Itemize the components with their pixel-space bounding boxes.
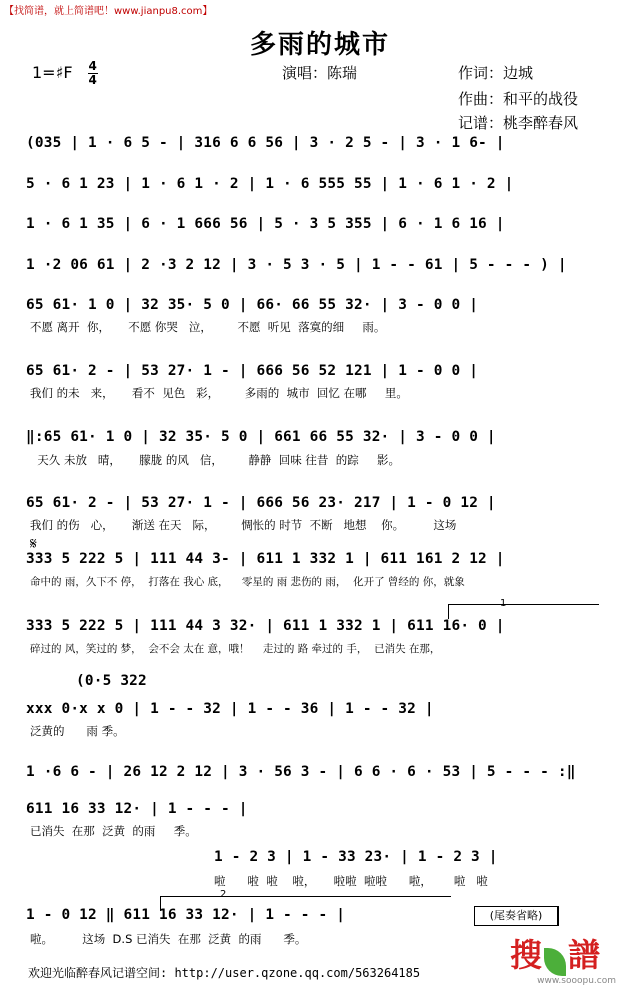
score-line-15: 1 - 2 3 | 1 - 33 23· | 1 - 2 3 |: [214, 849, 498, 865]
singer: 演唱：陈瑞: [282, 64, 358, 82]
lyric-line-14: 已消失 在那 泛黄 的雨 季。: [30, 824, 197, 838]
time-sig-top: 4: [88, 59, 97, 73]
score-line-10: 333 5 222 5 | 111 44 3 32· | 611 1 332 1 | 611 16· 0 |: [26, 618, 505, 634]
lyric-line-16: 啦。 这场 D.S 已消失 在那 泛黄 的雨 季。: [30, 932, 307, 946]
score-line-12: xxx 0·x x 0 | 1 - - 32 | 1 - - 36 | 1 - - 32 |: [26, 701, 434, 717]
score-line-2: 5 · 6 1 23 | 1 · 6 1 · 2 | 1 · 6 555 55 | 1 · 6 1 · 2 |: [26, 176, 514, 192]
transcriber: 记谱：桃李醉春风: [458, 114, 579, 132]
lyric-line-5: 不愿 离开 你， 不愿 你哭 泣， 不愿 听见 落寞的细 雨。: [30, 320, 386, 334]
footer-credit: 欢迎光临醉春风记谱空间: http://user.qzone.qq.com/563264185: [28, 966, 421, 980]
logo-text-right: 譜: [568, 936, 601, 974]
time-signature: [88, 60, 98, 87]
score-line-5: 65 61· 1 0 | 32 35· 5 0 | 66· 66 55 32· | 3 - 0 0 |: [26, 297, 479, 313]
lyric-line-15: 啦 啦 啦 啦， 啦啦 啦啦 啦， 啦 啦: [214, 874, 488, 888]
source-banner: 【找简谱，就上简谱吧！www.jianpu8.com】: [4, 6, 213, 17]
segno-mark: 𝄋: [30, 534, 37, 553]
score-line-8: 65 61· 2 - | 53 27· 1 - | 666 56 23· 217 | 1 - 0 12 |: [26, 495, 496, 511]
score-line-11: (0·5 322: [76, 673, 147, 689]
score-line-1: (035 | 1 · 6 5 - | 316 6 6 56 | 3 · 2 5 - | 3 · 1 6- |: [26, 135, 505, 151]
lyric-line-6: 我们 的未 来， 看不 见色 彩， 多雨的 城市 回忆 在哪 里。: [30, 386, 408, 400]
score-line-13: 1 ·6 6 - | 26 12 2 12 | 3 · 56 3 - | 6 6 · 6 · 53 | 5 - - - :‖: [26, 764, 576, 780]
lyric-line-7: 天久 未放 晴， 朦胧 的风 信， 静静 回味 往昔 的踪 影。: [30, 453, 400, 467]
song-title: 多雨的城市: [249, 30, 390, 60]
score-line-4: 1 ·2 06 61 | 2 ·3 2 12 | 3 · 5 3 · 5 | 1 - - 61 | 5 - - - ) |: [26, 257, 567, 273]
leaf-icon: [544, 948, 566, 976]
lyric-line-12: 泛黄的 雨 季。: [30, 724, 125, 738]
sooopu-logo[interactable]: [510, 930, 620, 988]
key-signature: [32, 60, 98, 87]
lyric-line-9: 命中的 雨，久下不 停， 打落在 我心 底， 零星的 雨 悲伤的 雨， 化开了 曾经的 你，就象: [30, 576, 465, 588]
logo-url: www.sooopu.com: [537, 976, 616, 986]
score-line-7: ‖:65 61· 1 0 | 32 35· 5 0 | 661 66 55 32· | 3 - 0 0 |: [26, 429, 496, 445]
logo-text-left: 搜: [510, 936, 543, 974]
composer: 作曲：和平的战役: [458, 90, 579, 108]
lyric-line-10: 碎过的 风，笑过的 梦， 会不会 太在 意，哦！ 走过的 路 牵过的 手， 已消失 在那，: [30, 643, 441, 655]
lyricist: 作词：边城: [458, 64, 534, 82]
first-ending-number: 1: [500, 598, 507, 609]
outro-omitted-box: (尾奏省略): [474, 906, 559, 926]
score-line-9: 333 5 222 5 | 111 44 3- | 611 1 332 1 | 611 161 2 12 |: [26, 551, 505, 567]
score-line-3: 1 · 6 1 35 | 6 · 1 666 56 | 5 · 3 5 355 | 6 · 1 6 16 |: [26, 216, 505, 232]
second-ending-number: 2: [220, 889, 227, 900]
lyric-line-8: 我们 的伤 心， 渐送 在天 际， 惆怅的 时节 不断 地想 你。 这场: [30, 518, 457, 532]
time-sig-bottom: 4: [88, 73, 97, 87]
score-line-16: 1 - 0 12 ‖ 611 16 33 12· | 1 - - - |: [26, 907, 346, 923]
key-label: 1=♯F: [32, 63, 73, 82]
score-line-6: 65 61· 2 - | 53 27· 1 - | 666 56 52 121 | 1 - 0 0 |: [26, 363, 479, 379]
score-line-14: 611 16 33 12· | 1 - - - |: [26, 801, 248, 817]
